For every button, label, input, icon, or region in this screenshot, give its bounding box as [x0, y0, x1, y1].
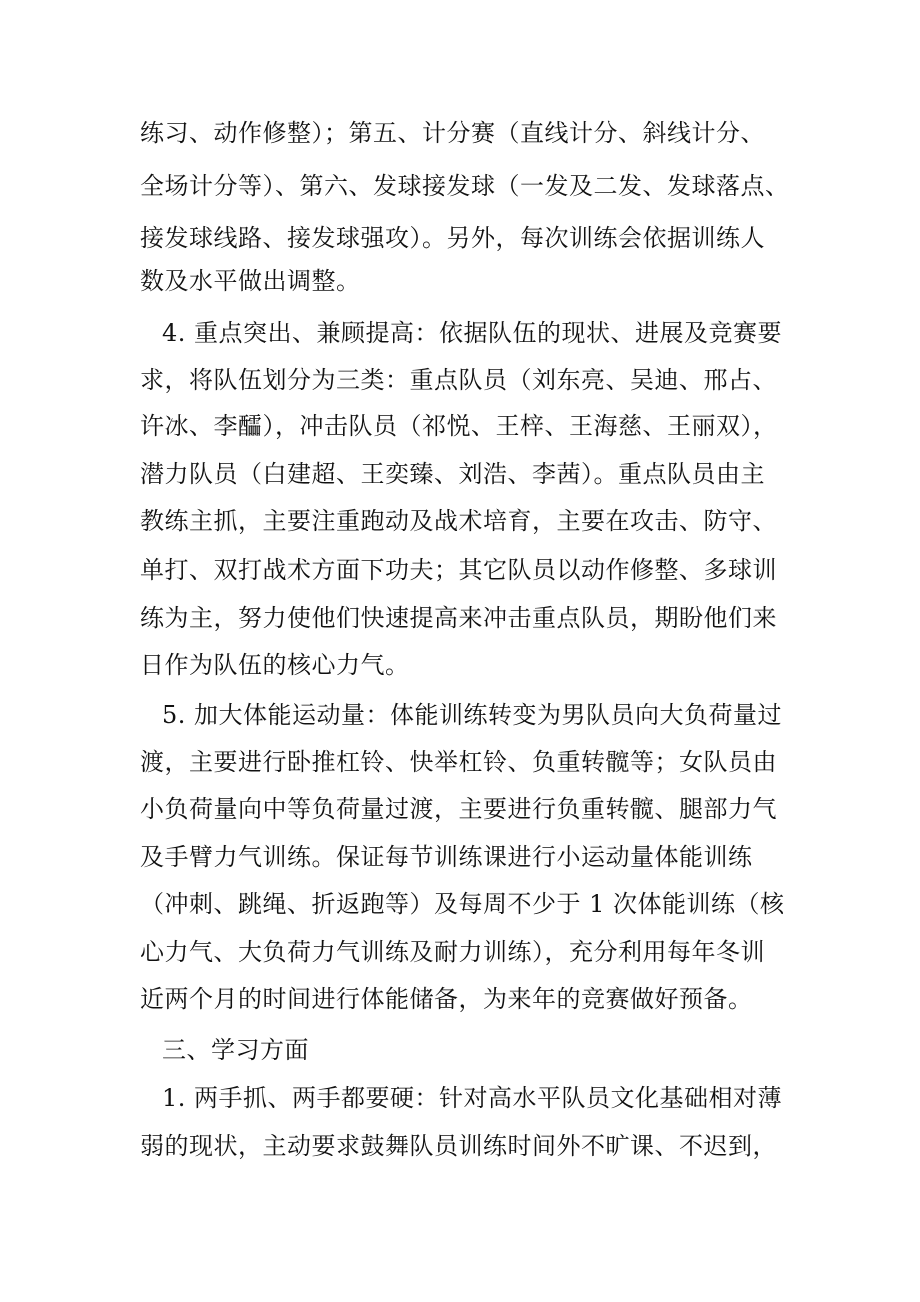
text-line: 练为主，努力使他们快速提高来冲击重点队员，期盼他们来: [140, 604, 777, 632]
paragraph-start-line: 1. 两手抓、两手都要硬：针对高水平队员文化基础相对薄: [162, 1084, 783, 1112]
text-line: 接发球线路、接发球强攻）。另外，每次训练会依据训练人: [140, 224, 765, 252]
text-line: 小负荷量向中等负荷量过渡，主要进行负重转髋、腿部力气: [140, 795, 777, 823]
text-line: 日作为队伍的核心力气。: [140, 651, 410, 679]
text-line: 渡，主要进行卧推杠铃、快举杠铃、负重转髋等；女队员由: [140, 748, 777, 776]
paragraph-start-line: 5. 加大体能运动量：体能训练转变为男队员向大负荷量过: [162, 701, 783, 729]
text-line: 潜力队员（白建超、王奕臻、刘浩、李茜）。重点队员由主: [140, 460, 765, 488]
text-line: 心力气、大负荷力气训练及耐力训练），充分利用每年冬训: [140, 938, 765, 966]
paragraph-start-line: 4. 重点突出、兼顾提高：依据队伍的现状、进展及竞赛要: [162, 319, 783, 347]
text-line: 许冰、李醽），冲击队员（祁悦、王梓、王海慈、王丽双），: [140, 412, 778, 440]
text-line: 数及水平做出调整。: [140, 267, 361, 295]
text-line: 单打、双打战术方面下功夫；其它队员以动作修整、多球训: [140, 556, 777, 584]
section-heading: 三、学习方面: [162, 1036, 309, 1064]
text-line: （冲刺、跳绳、折返跑等）及每周不少于 1 次体能训练（核: [140, 890, 785, 918]
text-line: 教练主抓，主要注重跑动及战术培育，主要在攻击、防守、: [140, 507, 777, 535]
text-line: 及手臂力气训练。保证每节训练课进行小运动量体能训练: [140, 843, 753, 871]
text-line: 求，将队伍划分为三类：重点队员（刘东亮、吴迪、邢占、: [140, 366, 777, 394]
text-line: 全场计分等）、第六、发球接发球（一发及二发、发球落点、: [140, 172, 790, 200]
text-line: 近两个月的时间进行体能储备，为来年的竞赛做好预备。: [140, 985, 753, 1013]
text-line: 练习、动作修整）；第五、计分赛（直线计分、斜线计分、: [140, 119, 765, 147]
text-line: 弱的现状，主动要求鼓舞队员训练时间外不旷课、不迟到，: [140, 1132, 777, 1160]
